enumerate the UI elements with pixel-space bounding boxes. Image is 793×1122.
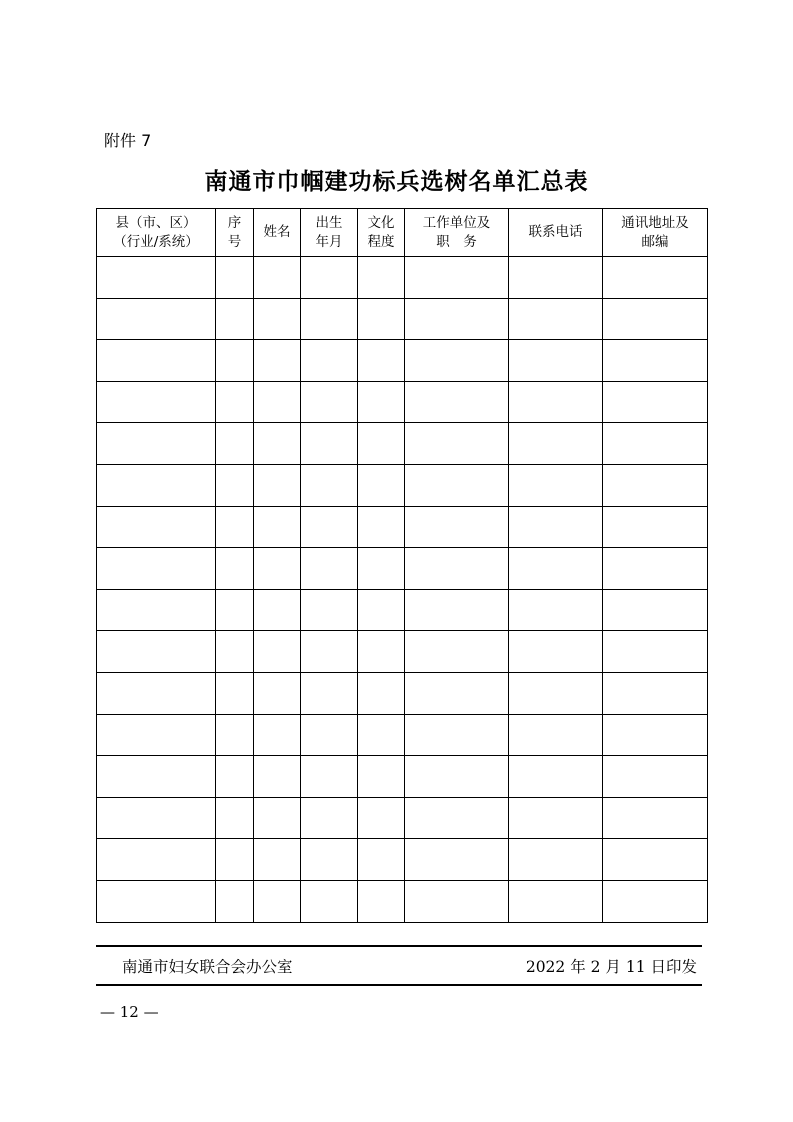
table-cell <box>358 423 405 465</box>
header-serial <box>216 209 254 257</box>
table-cell <box>405 464 509 506</box>
table-cell <box>405 506 509 548</box>
table-cell <box>97 839 216 881</box>
table-cell <box>301 756 358 798</box>
header-line: 联系电话 <box>528 224 583 240</box>
table-cell <box>358 714 405 756</box>
table-row <box>97 880 708 922</box>
table-cell <box>216 672 254 714</box>
table-cell <box>405 298 509 340</box>
roster-table <box>96 208 708 923</box>
header-phone <box>509 209 603 257</box>
table-cell <box>216 714 254 756</box>
table-cell <box>216 381 254 423</box>
table-cell <box>603 672 708 714</box>
table-cell <box>97 506 216 548</box>
table-cell <box>97 631 216 673</box>
table-cell <box>254 672 301 714</box>
footer-rule-bottom <box>96 984 702 986</box>
table-cell <box>97 340 216 382</box>
table-cell <box>358 506 405 548</box>
table-cell <box>405 839 509 881</box>
table-cell <box>405 548 509 590</box>
table-cell <box>254 464 301 506</box>
table-cell <box>254 506 301 548</box>
table-cell <box>254 340 301 382</box>
table-cell <box>301 298 358 340</box>
table-cell <box>509 672 603 714</box>
table-cell <box>509 839 603 881</box>
table-cell <box>358 548 405 590</box>
table-cell <box>509 880 603 922</box>
table-header-row <box>97 209 708 257</box>
table-cell <box>405 381 509 423</box>
table-cell <box>97 257 216 299</box>
table-cell <box>254 631 301 673</box>
table-cell <box>603 506 708 548</box>
table-cell <box>603 423 708 465</box>
table-cell <box>603 464 708 506</box>
table-cell <box>301 464 358 506</box>
table-cell <box>301 631 358 673</box>
table-cell <box>358 340 405 382</box>
table-row <box>97 714 708 756</box>
table-row <box>97 423 708 465</box>
table-row <box>97 797 708 839</box>
table-row <box>97 257 708 299</box>
table-cell <box>405 423 509 465</box>
table-cell <box>254 298 301 340</box>
table-cell <box>254 714 301 756</box>
table-cell <box>216 548 254 590</box>
table-cell <box>603 381 708 423</box>
table-cell <box>216 756 254 798</box>
table-cell <box>358 257 405 299</box>
header-name <box>254 209 301 257</box>
table-cell <box>301 340 358 382</box>
table-cell <box>405 257 509 299</box>
table-cell <box>97 464 216 506</box>
page-number: — 12 — <box>100 1003 159 1021</box>
table-cell <box>358 631 405 673</box>
issue-date: 2022 年 2 月 11 日印发 <box>525 958 697 976</box>
table-cell <box>603 797 708 839</box>
table-row <box>97 672 708 714</box>
table-cell <box>97 548 216 590</box>
table-cell <box>405 340 509 382</box>
table-cell <box>216 423 254 465</box>
header-line: 序 <box>227 214 242 231</box>
table-cell <box>301 506 358 548</box>
table-cell <box>254 381 301 423</box>
table-cell <box>358 589 405 631</box>
table-cell <box>216 589 254 631</box>
table-cell <box>603 589 708 631</box>
table-cell <box>509 464 603 506</box>
table-cell <box>405 756 509 798</box>
table-cell <box>603 340 708 382</box>
table-body <box>97 257 708 923</box>
header-line: 邮编 <box>641 233 669 250</box>
issuer-name: 南通市妇女联合会办公室 <box>122 958 293 976</box>
header-line: 号 <box>227 233 242 250</box>
header-line: 县（市、区） <box>115 214 197 231</box>
footer-rule-top <box>96 945 702 947</box>
table-row <box>97 381 708 423</box>
table-cell <box>509 298 603 340</box>
header-line: 文化 <box>367 214 395 231</box>
header-line: 出生 <box>315 214 343 231</box>
table-cell <box>405 672 509 714</box>
table-cell <box>216 631 254 673</box>
table-row <box>97 589 708 631</box>
table-cell <box>358 381 405 423</box>
table-cell <box>97 797 216 839</box>
table-cell <box>97 589 216 631</box>
table-cell <box>301 839 358 881</box>
header-address <box>603 209 708 257</box>
table-cell <box>358 880 405 922</box>
table-cell <box>358 298 405 340</box>
table-cell <box>97 756 216 798</box>
header-line: 年月 <box>315 233 343 250</box>
table-cell <box>405 880 509 922</box>
table-cell <box>509 423 603 465</box>
header-line: 工作单位及 <box>422 214 491 231</box>
table-row <box>97 839 708 881</box>
table-cell <box>603 756 708 798</box>
table-row <box>97 506 708 548</box>
table-cell <box>301 589 358 631</box>
header-line: 程度 <box>367 233 395 250</box>
table-cell <box>405 631 509 673</box>
header-line: 职 务 <box>436 233 477 250</box>
table-cell <box>603 548 708 590</box>
table-cell <box>216 506 254 548</box>
table-cell <box>358 672 405 714</box>
table-row <box>97 340 708 382</box>
table-cell <box>405 797 509 839</box>
header-line: （行业/系统） <box>113 233 199 250</box>
table-cell <box>509 381 603 423</box>
table-cell <box>603 631 708 673</box>
table-cell <box>254 423 301 465</box>
table-cell <box>254 548 301 590</box>
table-cell <box>301 672 358 714</box>
table-cell <box>254 880 301 922</box>
table-cell <box>301 381 358 423</box>
header-education <box>358 209 405 257</box>
header-line: 通讯地址及 <box>621 214 689 231</box>
table-cell <box>405 714 509 756</box>
table-cell <box>97 423 216 465</box>
attachment-label: 附件 7 <box>104 131 152 150</box>
table-cell <box>254 797 301 839</box>
table-cell <box>603 839 708 881</box>
table-cell <box>97 672 216 714</box>
table-cell <box>509 631 603 673</box>
table-cell <box>509 756 603 798</box>
table-cell <box>216 257 254 299</box>
table-cell <box>301 257 358 299</box>
table-cell <box>301 714 358 756</box>
table-cell <box>509 257 603 299</box>
table-cell <box>97 381 216 423</box>
table-cell <box>358 839 405 881</box>
table-cell <box>97 880 216 922</box>
table-cell <box>216 839 254 881</box>
table-cell <box>216 340 254 382</box>
table-row <box>97 298 708 340</box>
table-cell <box>509 548 603 590</box>
table-cell <box>216 880 254 922</box>
table-cell <box>509 340 603 382</box>
table-cell <box>603 714 708 756</box>
header-birth <box>301 209 358 257</box>
table-cell <box>216 298 254 340</box>
table-cell <box>216 464 254 506</box>
table-cell <box>97 298 216 340</box>
table-cell <box>254 839 301 881</box>
table-cell <box>509 797 603 839</box>
table-cell <box>254 257 301 299</box>
header-county <box>97 209 216 257</box>
table-row <box>97 464 708 506</box>
table-cell <box>301 797 358 839</box>
page-title: 南通市巾帼建功标兵选树名单汇总表 <box>204 168 589 195</box>
table-cell <box>97 714 216 756</box>
table-cell <box>358 756 405 798</box>
table-row <box>97 756 708 798</box>
table-cell <box>405 589 509 631</box>
table-cell <box>603 880 708 922</box>
table-cell <box>216 797 254 839</box>
table-cell <box>254 589 301 631</box>
table-row <box>97 631 708 673</box>
table-cell <box>301 548 358 590</box>
table-cell <box>603 298 708 340</box>
header-line: 姓名 <box>263 224 291 240</box>
table-cell <box>254 756 301 798</box>
table-cell <box>509 714 603 756</box>
table-cell <box>509 589 603 631</box>
table-cell <box>509 506 603 548</box>
table-cell <box>603 257 708 299</box>
table-cell <box>358 797 405 839</box>
header-workplace <box>405 209 509 257</box>
table-row <box>97 548 708 590</box>
table-cell <box>358 464 405 506</box>
table-cell <box>301 880 358 922</box>
table-cell <box>301 423 358 465</box>
